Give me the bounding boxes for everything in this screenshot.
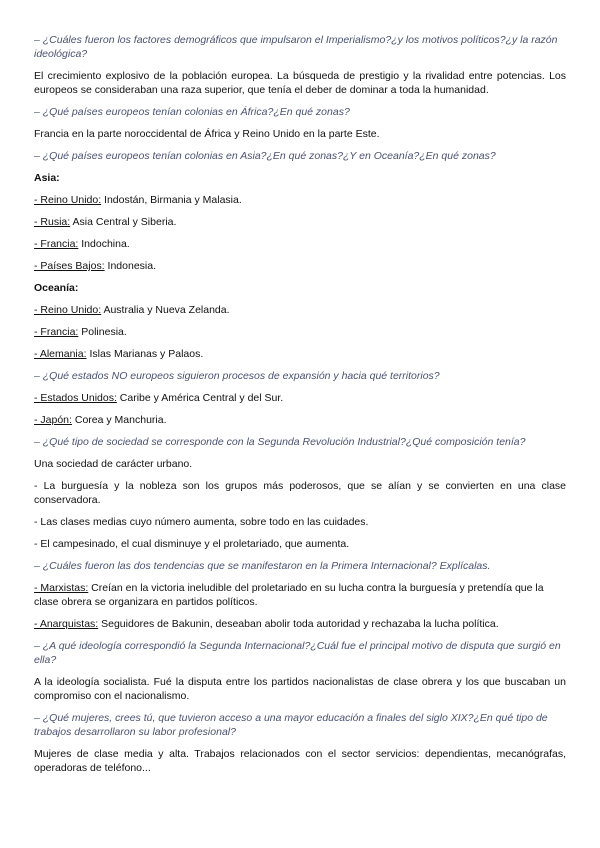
answer-paragraph: El crecimiento explosivo de la población europea. La búsqueda de prestigio y la rivalidad entre potencias. Los europeos se consideraban una raza superior, que tenía el deber de dominar a toda la humanidad. <box>34 70 566 96</box>
list-item <box>34 193 566 207</box>
section-heading: Oceanía: <box>34 282 79 294</box>
list-item-key: - Estados Unidos: <box>34 392 117 404</box>
answer-paragraph: Mujeres de clase media y alta. Trabajos relacionados con el sector servicios: dependientas, mecanógrafas, operadoras de teléfono... <box>34 748 566 774</box>
list-item-key: - Francia: <box>34 326 79 338</box>
list-item-text: Creían en la victoria ineludible del proletariado en su lucha contra la burguesía y pretendía que la clase obrera se organizara en partidos políticos. <box>34 582 544 608</box>
answer-paragraph: Francia en la parte noroccidental de África y Reino Unido en la parte Este. <box>34 128 380 140</box>
answer-paragraph: - El campesinado, el cual disminuye y el proletariado, que aumenta. <box>34 538 350 550</box>
list-item-key: - Alemania: <box>34 348 87 360</box>
question: – ¿Qué países europeos tenían colonias en Asia?¿En qué zonas?¿Y en Oceanía?¿En qué zonas? <box>34 150 496 162</box>
answer-paragraph: - Las clases medias cuyo número aumenta, sobre todo en las cuidades. <box>34 516 369 528</box>
list-item <box>34 617 566 631</box>
list-item-key: - Marxistas: <box>34 582 89 594</box>
answer-paragraph: - La burguesía y la nobleza son los grupos más poderosos, que se alían y se convierten en una clase conservadora. <box>34 480 566 506</box>
list-item-key: - Países Bajos: <box>34 260 105 272</box>
list-item-text: Seguidores de Bakunin, deseaban abolir toda autoridad y rechazaba la lucha política. <box>98 618 499 630</box>
list-item-text: Indochina. <box>78 238 130 250</box>
list-item <box>34 237 566 251</box>
section-heading: Asia: <box>34 172 60 184</box>
list-item-text: Islas Marianas y Palaos. <box>86 348 204 360</box>
list-item-text: Indonesia. <box>104 260 156 272</box>
list-item <box>34 581 566 609</box>
answer-paragraph: Una sociedad de carácter urbano. <box>34 458 193 470</box>
list-item <box>34 215 566 229</box>
question: – ¿Qué estados NO europeos siguieron procesos de expansión y hacia qué territorios? <box>34 370 440 382</box>
list-item-key: - Reino Unido: <box>34 304 102 316</box>
list-item-text: Caribe y América Central y del Sur. <box>116 392 284 404</box>
list-item-text: Polinesia. <box>78 326 127 338</box>
question: – ¿Qué tipo de sociedad se corresponde con la Segunda Revolución Industrial?¿Qué composición tenía? <box>34 436 526 448</box>
list-item-key: - Francia: <box>34 238 79 250</box>
list-item-key: - Japón: <box>34 414 72 426</box>
question: – ¿Cuáles fueron los factores demográficos que impulsaron el Imperialismo?¿y los motivos políticos?¿y la razón ideológica? <box>34 34 558 60</box>
question: – ¿A qué ideología correspondió la Segunda Internacional?¿Cuál fue el principal motivo de disputa que surgió en ella? <box>34 640 561 666</box>
list-item <box>34 303 566 317</box>
list-item-key: - Rusia: <box>34 216 71 228</box>
list-item <box>34 325 566 339</box>
list-item-key: - Anarquistas: <box>34 618 99 630</box>
question: – ¿Cuáles fueron las dos tendencias que se manifestaron en la Primera Internacional? Explícalas. <box>34 560 491 572</box>
list-item-key: - Reino Unido: <box>34 194 102 206</box>
question: – ¿Qué mujeres, crees tú, que tuvieron acceso a una mayor educación a finales del siglo XIX?¿En qué tipo de trabajos desarrollaron su labor profesional? <box>34 712 548 738</box>
question: – ¿Qué países europeos tenían colonias en África?¿En qué zonas? <box>34 106 350 118</box>
list-item <box>34 259 566 273</box>
answer-paragraph: A la ideología socialista. Fué la disputa entre los partidos nacionalistas de clase obrera y los que buscaban un compromiso con el nacionalismo. <box>34 676 566 702</box>
document-page <box>34 33 566 783</box>
list-item <box>34 391 566 405</box>
list-item-text: Corea y Manchuria. <box>71 414 167 426</box>
list-item <box>34 413 566 427</box>
list-item-text: Indostán, Birmania y Malasia. <box>101 194 242 206</box>
list-item-text: Australia y Nueva Zelanda. <box>101 304 230 316</box>
list-item <box>34 347 566 361</box>
list-item-text: Asia Central y Siberia. <box>70 216 177 228</box>
